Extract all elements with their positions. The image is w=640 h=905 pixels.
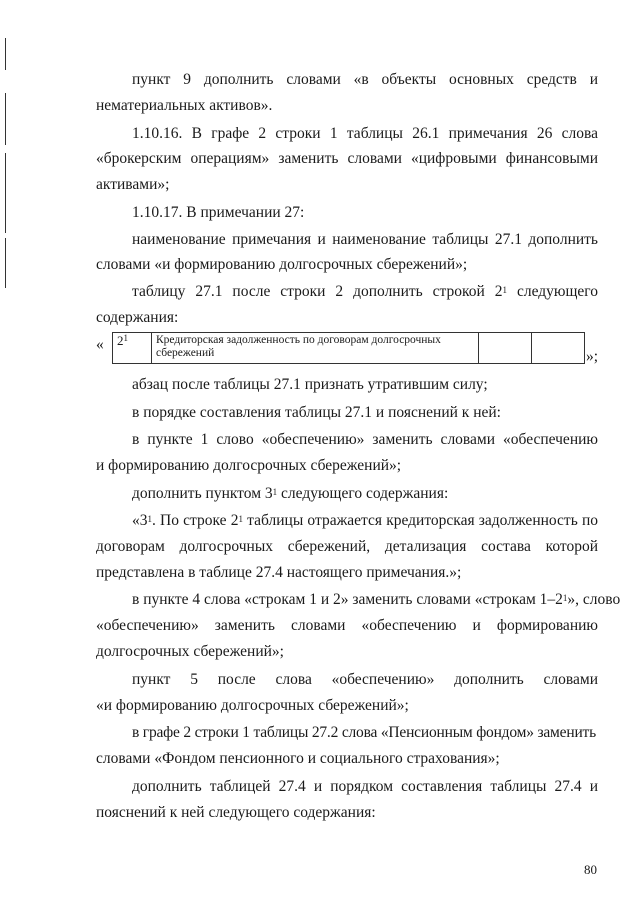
table-cell-row-number	[113, 333, 152, 364]
superscript: 1	[272, 487, 278, 497]
table-cell-description: Кредиторская задолженность по договорам долгосрочных сбережений	[152, 333, 479, 364]
row-number: 2	[117, 333, 124, 348]
text-span: таблицы отражается кредиторская задолженность по	[242, 512, 598, 529]
text-span: в пункте 4 слова «строкам 1 и 2» заменить словами «строкам 1–2	[132, 591, 563, 608]
table-row	[113, 333, 585, 364]
paragraph-line: пункт 9 дополнить словами «в объекты основных средств и	[132, 71, 598, 88]
paragraph-line: нематериальных активов».	[96, 97, 273, 114]
superscript: 1	[147, 514, 152, 524]
paragraph-line: словами «и формированию долгосрочных сбережений»;	[96, 256, 468, 273]
margin-line	[5, 238, 6, 288]
text-span: дополнить пунктом 3	[132, 485, 273, 502]
paragraph-line: в графе 2 строки 1 таблицы 27.2 слова «Пенсионным фондом» заменить	[132, 724, 596, 741]
close-quote: »;	[586, 348, 599, 365]
section-heading: 1.10.17. В примечании 27:	[132, 204, 305, 221]
paragraph-line: в пункте 1 слово «обеспечению» заменить словами «обеспечению	[132, 431, 598, 448]
page-number: 80	[584, 862, 597, 877]
paragraph-line: содержания:	[96, 309, 179, 326]
paragraph-line: «брокерским операциям» заменить словами «цифровыми финансовыми	[96, 150, 598, 167]
paragraph-line: пункт 5 после слова «обеспечению» дополнить словами	[132, 671, 598, 688]
superscript: 1	[238, 514, 243, 524]
text-span: «3	[132, 512, 148, 529]
paragraph-line: представлена в таблице 27.4 настоящего примечания.»;	[96, 564, 462, 581]
paragraph-line: 1.10.16. В графе 2 строки 1 таблицы 26.1 примечания 26 слова	[132, 125, 598, 142]
paragraph-line: дополнить таблицей 27.4 и порядком составления таблицы 27.4 и	[132, 778, 598, 795]
paragraph-line	[132, 484, 598, 504]
table-cell-empty	[479, 333, 532, 364]
text-span: следующего содержания:	[277, 485, 449, 502]
text-span: таблицу 27.1 после строки 2 дополнить строкой 2	[132, 283, 503, 300]
paragraph-line: долгосрочных сбережений»;	[96, 643, 284, 660]
paragraph-line: договорам долгосрочных сбережений, детализация состава которой	[96, 538, 598, 555]
paragraph-line: словами «Фондом пенсионного и социального страхования»;	[96, 750, 500, 767]
margin-line	[5, 153, 6, 233]
paragraph-line: в порядке составления таблицы 27.1 и пояснений к ней:	[132, 404, 501, 421]
table-cell-empty	[532, 333, 585, 364]
paragraph-line: активами»;	[96, 176, 170, 193]
paragraph-line: и формированию долгосрочных сбережений»;	[96, 457, 402, 474]
superscript: 1	[502, 285, 508, 295]
paragraph-line	[132, 511, 598, 531]
inset-table	[112, 332, 585, 364]
paragraph-line	[132, 282, 598, 302]
text-span: следующего	[507, 283, 598, 300]
open-quote: «	[96, 336, 104, 353]
margin-line	[5, 38, 6, 70]
text-span: . По строке 2	[152, 512, 239, 529]
paragraph-line: абзац после таблицы 27.1 признать утратившим силу;	[132, 376, 488, 393]
margin-line	[5, 93, 6, 145]
paragraph-line: «обеспечению» заменить словами «обеспечению и формированию	[96, 617, 598, 634]
superscript: 1	[562, 593, 568, 603]
superscript: 1	[123, 333, 128, 343]
text-span: », слово	[567, 591, 621, 608]
paragraph-line	[132, 590, 621, 610]
paragraph-line: наименование примечания и наименование таблицы 27.1 дополнить	[132, 231, 598, 248]
paragraph-line: пояснений к ней следующего содержания:	[96, 804, 376, 821]
paragraph-line: «и формированию долгосрочных сбережений»;	[96, 697, 409, 714]
